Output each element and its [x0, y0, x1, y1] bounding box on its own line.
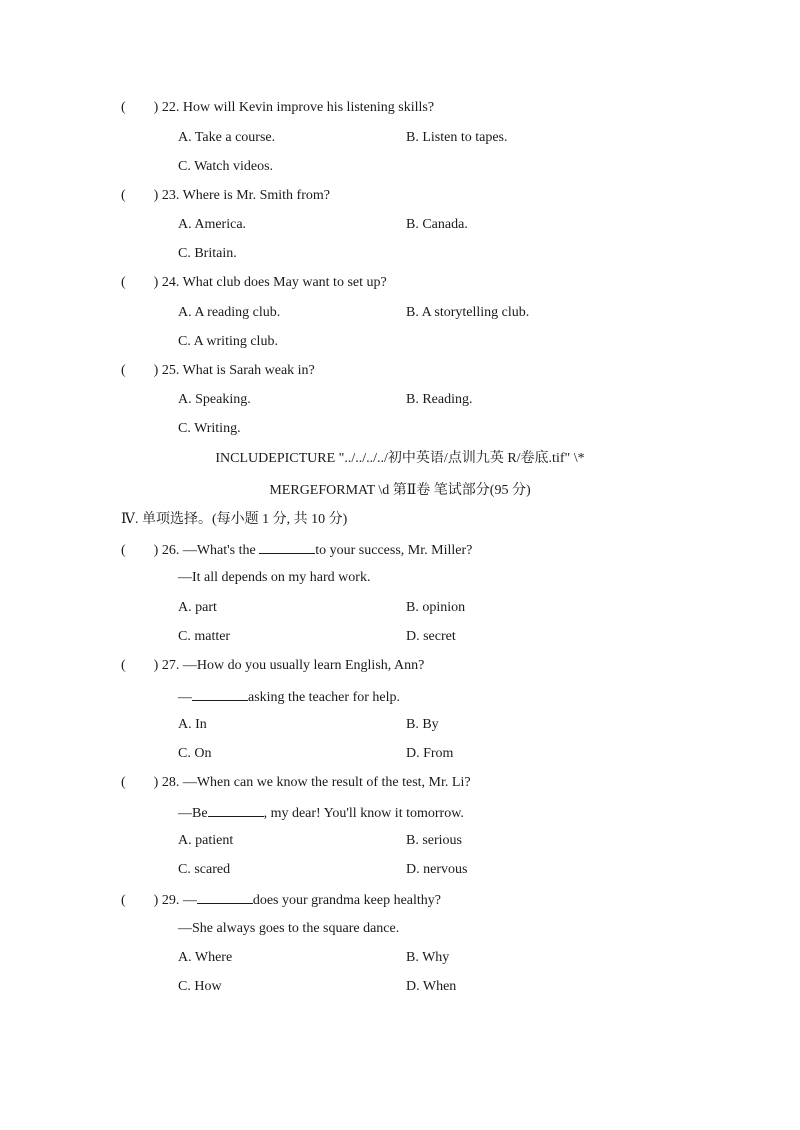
question-27: ( ) 27. —How do you usually learn English, Ann?: [121, 658, 425, 673]
question-stem: Where is Mr. Smith from?: [182, 188, 330, 203]
option-d: D. secret: [406, 629, 456, 644]
option-c: C. On: [178, 746, 212, 761]
question-stem-before: —: [182, 893, 197, 908]
option-c: C. Writing.: [178, 421, 241, 436]
reply-after: , my dear! You'll know it tomorrow.: [263, 806, 464, 821]
option-c: C. Britain.: [178, 246, 237, 261]
question-25: ( ) 25. What is Sarah weak in?: [121, 363, 315, 378]
question-number: 28: [161, 775, 176, 790]
option-a: A. America.: [178, 217, 247, 232]
reply-before: —: [178, 690, 192, 705]
question-22: ( ) 22. How will Kevin improve his listening skills?: [121, 100, 435, 115]
question-28: ( ) 28. —When can we know the result of the test, Mr. Li?: [121, 775, 471, 790]
reply-before: —Be: [178, 806, 208, 821]
question-stem-after: does your grandma keep healthy?: [252, 893, 441, 908]
answer-bracket-open: (: [121, 775, 126, 790]
answer-blank: [259, 540, 315, 554]
answer-bracket-close: ): [153, 275, 159, 290]
answer-bracket-open: (: [121, 363, 126, 378]
question-stem-after: to your success, Mr. Miller?: [315, 543, 473, 558]
question-stem-before: —What's the: [182, 543, 260, 558]
answer-blank: [208, 803, 264, 817]
option-b: B. By: [406, 717, 439, 732]
answer-bracket-close: ): [153, 100, 159, 115]
answer-bracket-close: ): [153, 658, 159, 673]
option-c: C. matter: [178, 629, 231, 644]
field-code-line-1: INCLUDEPICTURE "../../../../初中英语/点训九英 R/卷底.tif" \*: [215, 451, 585, 466]
answer-bracket-open: (: [121, 275, 126, 290]
option-b: B. Reading.: [406, 392, 473, 407]
question-number: 24: [161, 275, 176, 290]
option-c: C. scared: [178, 862, 231, 877]
reply-after: asking the teacher for help.: [248, 690, 400, 705]
answer-bracket-open: (: [121, 543, 126, 558]
answer-blank: [197, 890, 253, 904]
question-number: 26: [161, 543, 176, 558]
answer-bracket-open: (: [121, 188, 126, 203]
option-c: C. How: [178, 979, 222, 994]
option-c: C. Watch videos.: [178, 159, 274, 174]
option-a: A. Where: [178, 950, 233, 965]
dialogue-reply: —She always goes to the square dance.: [178, 921, 400, 936]
field-code-line-2: MERGEFORMAT \d 第Ⅱ卷 笔试部分(95 分): [269, 483, 531, 498]
option-a: A. A reading club.: [178, 305, 281, 320]
answer-bracket-close: ): [153, 363, 159, 378]
question-stem: —How do you usually learn English, Ann?: [182, 658, 425, 673]
option-b: B. serious: [406, 833, 462, 848]
answer-bracket-open: (: [121, 658, 126, 673]
section-heading: Ⅳ. 单项选择。(每小题 1 分, 共 10 分): [121, 512, 348, 527]
question-29: ( ) 29. — does your grandma keep healthy?: [121, 890, 441, 910]
option-d: D. nervous: [406, 862, 468, 877]
question-number: 25: [161, 363, 176, 378]
option-a: A. Take a course.: [178, 130, 276, 145]
option-b: B. Listen to tapes.: [406, 130, 508, 145]
question-stem: What club does May want to set up?: [182, 275, 387, 290]
question-number: 23: [161, 188, 176, 203]
answer-bracket-close: ): [153, 543, 159, 558]
answer-bracket-close: ): [153, 775, 159, 790]
option-b: B. opinion: [406, 600, 466, 615]
option-a: A. patient: [178, 833, 234, 848]
option-c: C. A writing club.: [178, 334, 278, 349]
dialogue-reply: [178, 803, 464, 823]
dialogue-reply: —It all depends on my hard work.: [178, 570, 371, 585]
question-stem: How will Kevin improve his listening skills?: [182, 100, 435, 115]
option-d: D. When: [406, 979, 457, 994]
answer-blank: [192, 687, 248, 701]
option-a: A. Speaking.: [178, 392, 251, 407]
option-b: B. Canada.: [406, 217, 468, 232]
dialogue-reply: [178, 687, 400, 707]
answer-bracket-open: (: [121, 893, 126, 908]
option-a: A. part: [178, 600, 217, 615]
option-b: B. A storytelling club.: [406, 305, 530, 320]
question-23: ( ) 23. Where is Mr. Smith from?: [121, 188, 330, 203]
answer-bracket-open: (: [121, 100, 126, 115]
question-26: ( ) 26. —What's the to your success, Mr. Miller?: [121, 540, 472, 560]
question-number: 22: [161, 100, 176, 115]
question-24: ( ) 24. What club does May want to set up?: [121, 275, 387, 290]
question-number: 27: [161, 658, 176, 673]
answer-bracket-close: ): [153, 188, 159, 203]
option-d: D. From: [406, 746, 454, 761]
question-stem: What is Sarah weak in?: [182, 363, 315, 378]
answer-bracket-close: ): [153, 893, 159, 908]
option-b: B. Why: [406, 950, 450, 965]
question-stem: —When can we know the result of the test, Mr. Li?: [182, 775, 471, 790]
option-a: A. In: [178, 717, 207, 732]
question-number: 29: [161, 893, 176, 908]
